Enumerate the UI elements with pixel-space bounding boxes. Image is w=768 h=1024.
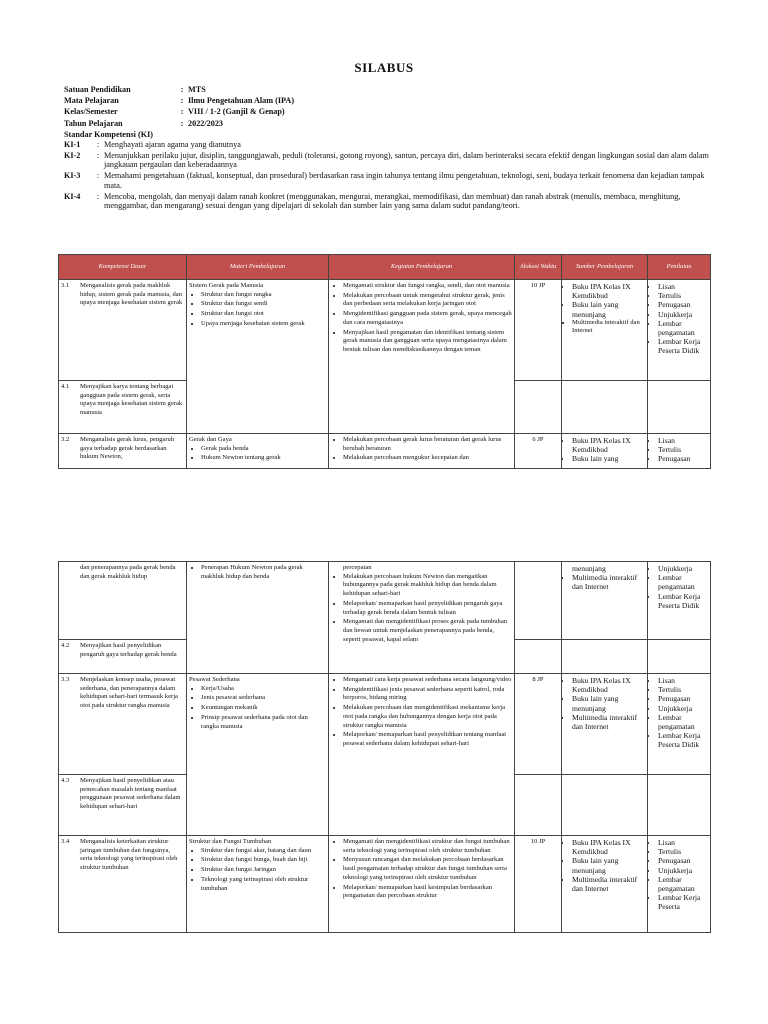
ki-row: KI-2 : Menunjukkan perilaku jujur, disiplin, tanggungjawab, peduli (toleransi, gotong royong), santun, percaya diri, dalam berinteraksi secara efektif dengan lingkungan sosial dan alam dalam jangkauan pergaulan dan keberadaannya [64,151,724,170]
list-item: • Buku lain yang menunjang [572,300,645,318]
kegiatan-list [331,282,512,355]
list-item: • Struktur dan fungsi akar, batang dan daun [201,847,326,856]
kd-cell [59,640,187,674]
sumber-list [564,282,645,336]
materi-title: Sistem Gerak pada Manusia [189,282,264,289]
kd-number: 3.2 [61,436,70,443]
table-row [59,674,711,775]
kd-text: dan penerapannya pada gerak benda dan gerak makhluk hidup [80,564,176,580]
kd-cell [59,381,187,434]
list-item: • Lisan [658,282,708,291]
list-item: • Jenis pesawat sederhana [201,694,326,703]
list-item: • Multimedia interaktif dan Internet [572,713,645,731]
sumber-list [564,676,645,731]
list-item: • Struktur dan fungsi otot [201,310,326,319]
ki-key: KI-4 [64,191,81,201]
list-item: • Melakukan percobaan gerak lurus beraturan dan gerak lurus berubah beraturan [343,436,512,453]
list-item: • Lembar pengamatan [658,875,708,893]
identity-value: 2022/2023 [188,118,224,128]
identity-key: Tahun Pelajaran [64,118,123,128]
materi-list [189,445,326,463]
list-item: • Struktur dan fungsi Jaringan [201,866,326,875]
sumber-cell [562,381,648,434]
materi-cell [187,280,329,434]
sumber-cell [562,775,648,836]
identity-value: VIII / 1-2 (Ganjil & Genap) [188,107,285,117]
list-item: • Unjukkerja [658,866,708,875]
penilaian-cell [648,775,711,836]
ki-text: Memahami pengetahuan (faktual, konseptual, dan prosedural) berdasarkan rasa ingin tahunya tentang ilmu pengetahuan, teknologi, seni, budaya terkait fenomena dan kejadian tampak mata. [104,171,705,190]
kd-number: 4.2 [61,642,70,649]
list-item: • Prinsip pesawat sederhana pada otot dan rangka manusia [201,714,326,731]
kegiatan-cell [329,280,515,434]
ki-text: Menunjukkan perilaku jujur, disiplin, tanggungjawab, peduli (toleransi, gotong royong), santun, percaya diri, dalam berinteraksi secara efektif dengan lingkungan sosial dan alam dalam jangkauan pergaulan dan keberadaannya [104,150,709,170]
identity-value: Ilmu Pengetahuan Alam (IPA) [188,96,295,106]
alokasi-cell: 10 JP [515,836,562,933]
table-header-row [59,255,711,280]
list-item: • Struktur dan fungsi sendi [201,300,326,309]
header-kegiatan: Kegiatan Pembelajaran [329,255,515,280]
ki-key: KI-3 [64,171,81,181]
list-item: • Lembar Kerja Peserta [658,893,708,911]
identity-block [64,84,724,212]
identity-key: Satuan Pendidikan [64,85,131,94]
list-item: • Lembar pengamatan [658,713,708,731]
list-item: • Keuntungan mekanik [201,704,326,713]
kegiatan-list [331,676,512,749]
list-item: • Struktur dan fungsi rangka [201,291,326,300]
sumber-cell [562,434,648,469]
kd-number: 4.1 [61,383,70,390]
list-item: • Kerja/Usaha [201,685,326,694]
list-item: • Buku lain yang [572,454,645,463]
ki-text: Mencoba, mengolah, dan menyaji dalam ranah konkret (menggunakan, mengurai, merangkai, memodifikasi, dan membuat) dan ranah abstrak (menulis, membaca, menghitung, menggambar, dan mengarang) sesuai dengan yang dipelajari di sekolah dan sumber lain yang sama dalam sudut pandang/teori. [104,191,681,211]
list-item: • Melakukan percobaan mengukur kecepatan dan [343,454,512,463]
kd-text: Menyajikan hasil penyelidikan atau pemecahan masalah tentang manfaat penggunaan pesawat sederhana dalam kehidupan sehari-hari [80,777,181,811]
kegiatan-cell [329,836,515,933]
sumber-list [564,838,645,893]
list-item: • Hukum Newton tentang gerak [201,454,326,463]
identity-row: Tahun Pelajaran : 2022/2023 [64,118,724,129]
sumber-cell [562,280,648,381]
kd-cell [59,775,187,836]
sumber-cell [562,674,648,775]
list-item: • Unjukkerja [658,310,708,319]
penilaian-cell [648,562,711,640]
list-item: • Upaya menjaga kesehatan sistem gerak [201,320,326,329]
silabus-table-page2 [58,561,711,933]
materi-list [189,847,326,894]
penilaian-cell [648,381,711,434]
list-item: • Penerapan Hukum Newton pada gerak makhluk hidup dan benda [201,564,326,581]
sumber-list [564,573,645,591]
list-item: • Mengamati struktur dan fungsi rangka, sendi, dan otot manusia [343,282,512,291]
header-alokasi-waktu: Alokasi Waktu [515,255,562,280]
materi-cell [187,562,329,674]
list-item: • Lembar Kerja Peserta Didik [658,337,708,355]
penilaian-cell [648,836,711,933]
kd-text: Menjelaskan konsep usaha, pesawat sederhana, dan penerapannya dalam kehidupan sehari-hari termasuk kerja otot pada struktur rangka manusia [80,676,178,710]
ki-row: KI-1 : Menghayati ajaran agama yang dianutnya [64,140,724,150]
list-item: • Mengamati dan mengidentifikasi proses gerak pada tumbuhan dan hewan untuk menjelaskan penerapannya pada benda, seperti pesawat, kapal selam [343,618,512,644]
identity-value: MTS [188,85,206,94]
list-item: • Penugasan [658,856,708,865]
list-item: • Multimedia interaktif dan Internet [572,573,645,591]
kd-text: Menyajikan karya tentang berbagai gangguan pada sistem gerak, serta upaya menjaga kesehatan sistem gerak manusia [80,383,183,417]
alokasi-cell [515,562,562,640]
penilaian-cell [648,434,711,469]
kd-cell [59,836,187,933]
penilaian-list [650,564,708,610]
list-item: • Menyajikan hasil pengamatan dan identifikasi tentang sistem gerak manusia dan gangguan serta upaya mengatasinya dalam bentuk tulisan dan mendiskusikannya dengan teman [343,329,512,355]
materi-list [189,685,326,732]
list-item: • Tertulis [658,847,708,856]
list-item: • Mengidentifikasi gangguan pada sistem gerak, upaya mencegah dan cara mengatasinya [343,310,512,327]
ki-row: KI-3 : Memahami pengetahuan (faktual, konseptual, dan prosedural) berdasarkan rasa ingin tahunya tentang ilmu pengetahuan, teknologi, seni, budaya terkait fenomena dan kejadian tampak mata. [64,171,724,190]
list-item: • Gerak pada benda [201,445,326,454]
penilaian-list [650,676,708,750]
materi-list [189,564,326,581]
header-kompetensi-dasar: Kompetensi Dasar [59,255,187,280]
list-item: • Lembar pengamatan [658,573,708,591]
ki-row: KI-4 : Mencoba, mengolah, dan menyaji dalam ranah konkret (menggunakan, mengurai, merangkai, memodifikasi, dan membuat) dan ranah abstrak (menulis, membaca, menghitung, menggambar, dan mengarang) sesuai dengan yang dipelajari di sekolah dan sumber lain yang sama dalam sudut pandang/teori. [64,192,724,211]
materi-title: Struktur dan Fungsi Tumbuhan [189,838,272,845]
penilaian-list [650,436,708,464]
penilaian-list [650,282,708,356]
penilaian-cell [648,640,711,674]
list-item: • Melaporkan/ memaparkan hasil kesimpulan berdasarkan pengamatan dan percobaan struktur [343,884,512,901]
penilaian-cell [648,674,711,775]
header-sumber: Sumber Pembelajaran [562,255,648,280]
header-penilaian: Penilaian [648,255,711,280]
kd-cell [59,434,187,469]
list-item: • Lisan [658,838,708,847]
list-item: • Buku lain yang menunjang [572,694,645,712]
ki-text: Menghayati ajaran agama yang dianutnya [104,139,241,149]
list-item: • Lisan [658,436,708,445]
sumber-lead: menunjang [572,564,606,573]
materi-title: Pesawat Sederhana [189,676,240,683]
list-item: • Mengamati dan mengidentifikasi struktur dan fungsi tumbuhan serta teknologi yang terinspirasi oleh struktur tumbuhan [343,838,512,855]
list-item: • Buku IPA Kelas IX Kemdikbud [572,282,645,300]
kegiatan-list [331,436,512,463]
list-item: • Buku lain yang menunjang [572,856,645,874]
sumber-cell [562,640,648,674]
list-item: • Buku IPA Kelas IX Kemdikbud [572,436,645,454]
list-item: • Penugasan [658,300,708,309]
list-item: • Buku IPA Kelas IX Kemdikbud [572,676,645,694]
list-item: • Tertulis [658,445,708,454]
list-item: • Lembar Kerja Peserta Didik [658,731,708,749]
sumber-list [564,436,645,464]
kd-cell [59,280,187,381]
table-row [59,562,711,640]
identity-row: Satuan Pendidikan : MTS [64,84,724,95]
page-title: SILABUS [354,60,414,75]
header-materi: Materi Pembelajaran [187,255,329,280]
materi-cell [187,836,329,933]
list-item: • Melakukan percobaan untuk mengetahui struktur gerak, jenis dan perbedaan serta melakukan kerja jaringan otot [343,292,512,309]
alokasi-cell: 10 JP [515,280,562,381]
alokasi-cell [515,775,562,836]
list-item: • Mengamati cara kerja pesawat sederhana secara langsung/video [343,676,512,685]
identity-row: Kelas/Semester : VIII / 1-2 (Ganjil & Genap) [64,106,724,117]
kegiatan-cell [329,434,515,469]
penilaian-list [650,838,708,912]
list-item: • Lisan [658,676,708,685]
list-item: • Multimedia interaktif dan Internet [572,875,645,893]
list-item: • Melaporkan/ memaparkan hasil penyelidikan pengaruh gaya terhadap gerak benda dalam bentuk tulisan [343,600,512,617]
kegiatan-cell [329,562,515,674]
alokasi-cell [515,640,562,674]
kd-text: Menganalisis gerak lurus, pengaruh gaya terhadap gerak berdasarkan hukum Newton, [80,436,175,461]
kd-cell [59,674,187,775]
alokasi-cell: 6 JP [515,434,562,469]
list-item: • Lembar Kerja Peserta Didik [658,592,708,610]
list-item: • Melaporkan/ memaparkan hasil penyelidikan tentang manfaat pesawat sederhana dalam kehidupan sehari-hari [343,731,512,748]
list-item: • Mengidentifikasi jenis pesawat sederhana seperti katrol, roda berporos, bidang miring [343,686,512,703]
list-item: • Teknologi yang terinspirasi oleh struktur tumbuhan [201,876,326,893]
list-item: • Tertulis [658,291,708,300]
alokasi-cell: 8 JP [515,674,562,775]
kd-number: 3.4 [61,838,70,845]
identity-row: Mata Pelajaran : Ilmu Pengetahuan Alam (IPA) [64,95,724,106]
kd-text: Menyajikan hasil penyelidikan pengaruh gaya terhadap gerak benda [80,642,177,658]
list-item: • Multimedia interaktif dan Internet [572,319,645,336]
kd-cell [59,562,187,640]
list-item: • Struktur dan fungsi bunga, buah dan biji [201,856,326,865]
list-item: • Unjukkerja [658,704,708,713]
list-item: • Tertulis [658,685,708,694]
silabus-table-page1 [58,254,711,469]
list-item: • Lembar pengamatan [658,319,708,337]
list-item: • Melakukan percobaan dan mengidentifikasi mekanisme kerja otot pada rangka dan hubungannya dengan kerja otot pada struktur rangka manusia [343,704,512,730]
materi-cell [187,434,329,469]
materi-cell [187,674,329,836]
kd-text: Menganalisis keterkaitan struktur jaringan tumbuhan dan fungsinya, serta teknologi yang terinspirasi oleh struktur tumbuhan [80,838,178,872]
kegiatan-list [331,838,512,901]
kd-text: Menganalisis gerak pada makhluk hidup, sistem gerak pada manusia, dan upaya menjaga kesehatan sistem gerak [80,282,183,307]
list-item: • Buku IPA Kelas IX Kemdikbud [572,838,645,856]
kegiatan-list [331,573,512,645]
identity-key: Mata Pelajaran [64,96,119,106]
table-row [59,434,711,469]
list-item: • Unjukkerja [658,564,708,573]
table-row [59,280,711,381]
alokasi-cell [515,381,562,434]
list-item: • Penugasan [658,694,708,703]
penilaian-cell [648,280,711,381]
identity-key: Kelas/Semester [64,107,118,117]
materi-list [189,291,326,329]
kd-number: 4.3 [61,777,70,784]
table-row [59,836,711,933]
kd-number: 3.3 [61,676,70,683]
list-item: • Menyusun rancangan dan melakukan percobaan berdasarkan hasil pengamatan terhadap struktur dan fungsi tumbuhan serta teknologi yang terinspirasi oleh struktur tumbuhan [343,856,512,882]
ki-heading: Standar Kompetensi (KI) [64,129,154,139]
sumber-cell [562,562,648,640]
ki-key: KI-2 [64,150,81,160]
materi-title: Gerak dan Gaya [189,436,232,443]
kegiatan-lead: percepatan [343,564,372,571]
kegiatan-cell [329,674,515,836]
list-item: • Penugasan [658,454,708,463]
list-item: • Melakukan percobaan hukum Newton dan mengaitkan hubungannya pada gerak makhluk hidup dan benda dalam kehidupan sehari-hari [343,573,512,599]
ki-key: KI-1 [64,139,81,149]
kd-number: 3.1 [61,282,70,289]
sumber-cell [562,836,648,933]
